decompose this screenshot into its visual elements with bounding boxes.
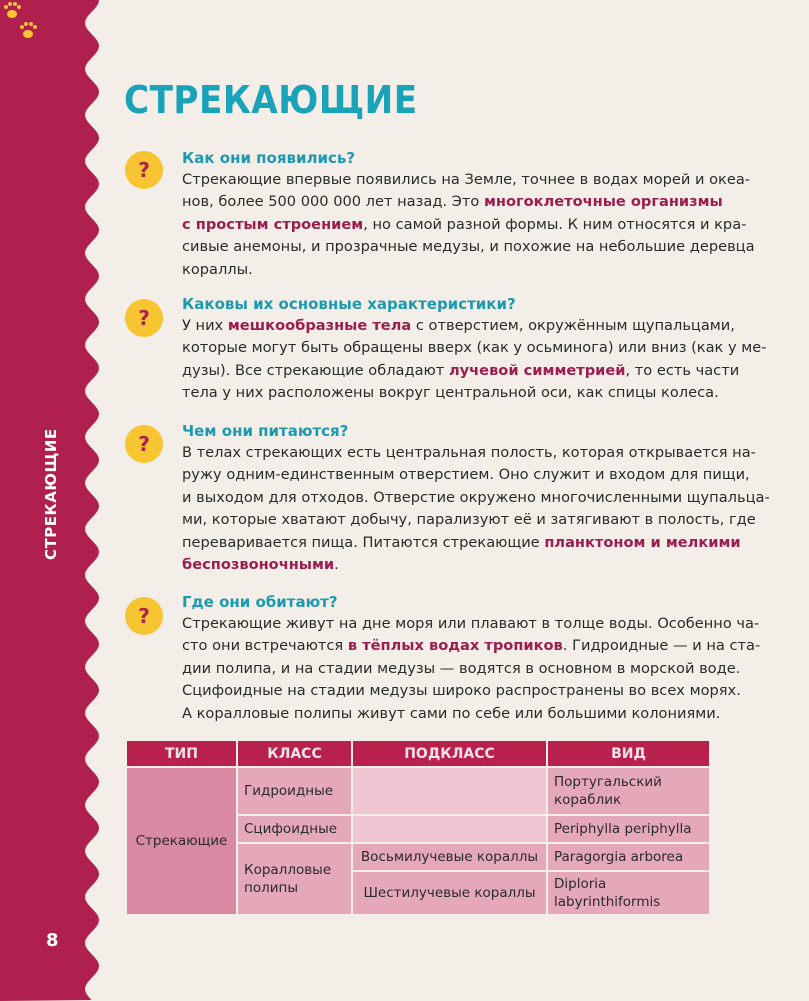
section-body	[182, 315, 772, 405]
highlighted-term: в тёплых водах тропиков	[347, 637, 563, 655]
text-segment: нов, более 500 000 000 лет назад. Это	[182, 193, 484, 211]
text-segment: переваривается пища. Питаются стрекающие	[182, 533, 545, 551]
text-segment: и выходом для отходов. Отверстие окружено многочисленными щупальца-	[182, 488, 770, 506]
header-type: ТИП	[126, 740, 237, 767]
text-line	[182, 554, 772, 576]
text-segment: , но самой разной формы. К ним относятся и кра-	[363, 215, 747, 233]
cell-class: Сцифоидные	[237, 815, 352, 843]
text-line	[182, 635, 772, 657]
cell-subclass: Шестилучевые кораллы	[352, 871, 547, 915]
text-line	[182, 382, 772, 404]
header-class: КЛАСС	[237, 740, 352, 767]
highlighted-term: планктоном и мелкими	[544, 533, 741, 551]
text-line	[182, 191, 772, 213]
text-line	[182, 315, 772, 337]
highlighted-term: лучевой симметрией	[448, 361, 626, 379]
cell-type: Стрекающие	[126, 767, 237, 915]
text-line	[182, 509, 772, 531]
highlighted-term: с простым строением	[182, 215, 364, 233]
text-segment: . Гидроидные — и на ста-	[562, 637, 761, 655]
question-icon	[124, 596, 164, 636]
text-line	[182, 236, 772, 258]
cell-species: Португальский кораблик	[547, 767, 710, 815]
question-icon	[124, 150, 164, 190]
text-segment: Сцифоидные на стадии медузы широко распространены во всех морях.	[182, 682, 741, 700]
text-segment: кораллы.	[182, 260, 253, 278]
section-heading: Как они появились?	[182, 149, 356, 167]
cell-species: Periphylla periphylla	[547, 815, 710, 843]
svg-text:?: ?	[138, 306, 150, 330]
text-line	[182, 169, 772, 191]
section-characteristics	[182, 293, 772, 405]
highlighted-term: мешкообразные тела	[227, 317, 412, 334]
text-line	[182, 464, 772, 486]
section-body	[182, 169, 772, 281]
text-line	[182, 214, 772, 236]
section-heading: Где они обитают?	[182, 593, 338, 611]
sidebar-chapter-title: СТРЕКАЮЩИЕ	[42, 428, 60, 560]
section-heading: Каковы их основные характеристики?	[182, 295, 516, 313]
text-line	[182, 658, 772, 680]
text-segment: сто они встречаются	[182, 637, 348, 655]
section-habitat	[182, 591, 772, 725]
section-heading: Чем они питаются?	[182, 422, 349, 440]
text-line	[182, 703, 772, 725]
text-segment: ми, которые хватают добычу, парализуют её и затягивают в полость, где	[182, 511, 756, 529]
paw-prints-icon	[0, 0, 42, 44]
cell-subclass-empty	[352, 815, 547, 843]
cell-subclass-empty	[352, 767, 547, 815]
page-title: СТРЕКАЮЩИЕ	[124, 78, 418, 122]
text-segment: дузы). Все стрекающие обладают	[182, 361, 449, 379]
cell-species: Diploria labyrinthiformis	[547, 871, 710, 915]
sidebar	[0, 0, 110, 1001]
cell-class: Коралловые полипы	[237, 843, 352, 915]
text-segment: , то есть части	[625, 361, 740, 379]
cell-subclass: Восьмилучевые кораллы	[352, 843, 547, 871]
text-line	[182, 680, 772, 702]
highlighted-term: беспозвоночными	[182, 556, 335, 574]
text-segment: Стрекающие впервые появились на Земле, точнее в водах морей и океа-	[182, 171, 751, 188]
section-body	[182, 613, 772, 725]
text-segment: .	[334, 556, 339, 574]
question-icon	[124, 298, 164, 338]
cell-class: Гидроидные	[237, 767, 352, 815]
svg-text:?: ?	[138, 604, 150, 628]
text-segment: В телах стрекающих есть центральная полость, которая открывается на-	[182, 444, 756, 461]
text-segment: Стрекающие живут на дне моря или плавают в толще воды. Особенно ча-	[182, 615, 760, 632]
header-species: ВИД	[547, 740, 710, 767]
table-header-row	[126, 740, 710, 767]
classification-table	[125, 739, 711, 916]
table-row	[126, 767, 710, 815]
text-line	[182, 337, 772, 359]
question-icon	[124, 424, 164, 464]
svg-text:?: ?	[138, 158, 150, 182]
svg-text:?: ?	[138, 432, 150, 456]
page-number: 8	[46, 930, 59, 951]
text-segment: сивые анемоны, и прозрачные медузы, и похожие на небольшие деревца	[182, 238, 755, 256]
section-body	[182, 442, 772, 576]
text-segment: ружу одним-единственным отверстием. Оно служит и входом для пищи,	[182, 466, 750, 484]
text-segment: У них	[182, 317, 228, 334]
section-nutrition	[182, 420, 772, 576]
text-line	[182, 613, 772, 635]
cell-species: Paragorgia arborea	[547, 843, 710, 871]
text-segment: дии полипа, и на стадии медузы — водятся в основном в морской воде.	[182, 659, 741, 677]
text-line	[182, 360, 772, 382]
text-line	[182, 487, 772, 509]
text-segment: которые могут быть обращены вверх (как у осьминога) или вниз (как у ме-	[182, 339, 767, 357]
text-segment: тела у них расположены вокруг центральной оси, как спицы колеса.	[182, 384, 719, 402]
text-line	[182, 259, 772, 281]
text-segment: с отверстием, окружённым щупальцами,	[411, 317, 735, 334]
highlighted-term: многоклеточные организмы	[483, 193, 723, 211]
text-line	[182, 532, 772, 554]
text-line	[182, 442, 772, 464]
section-origin	[182, 147, 772, 281]
header-subclass: ПОДКЛАСС	[352, 740, 547, 767]
text-segment: А коралловые полипы живут сами по себе или большими колониями.	[182, 704, 721, 722]
